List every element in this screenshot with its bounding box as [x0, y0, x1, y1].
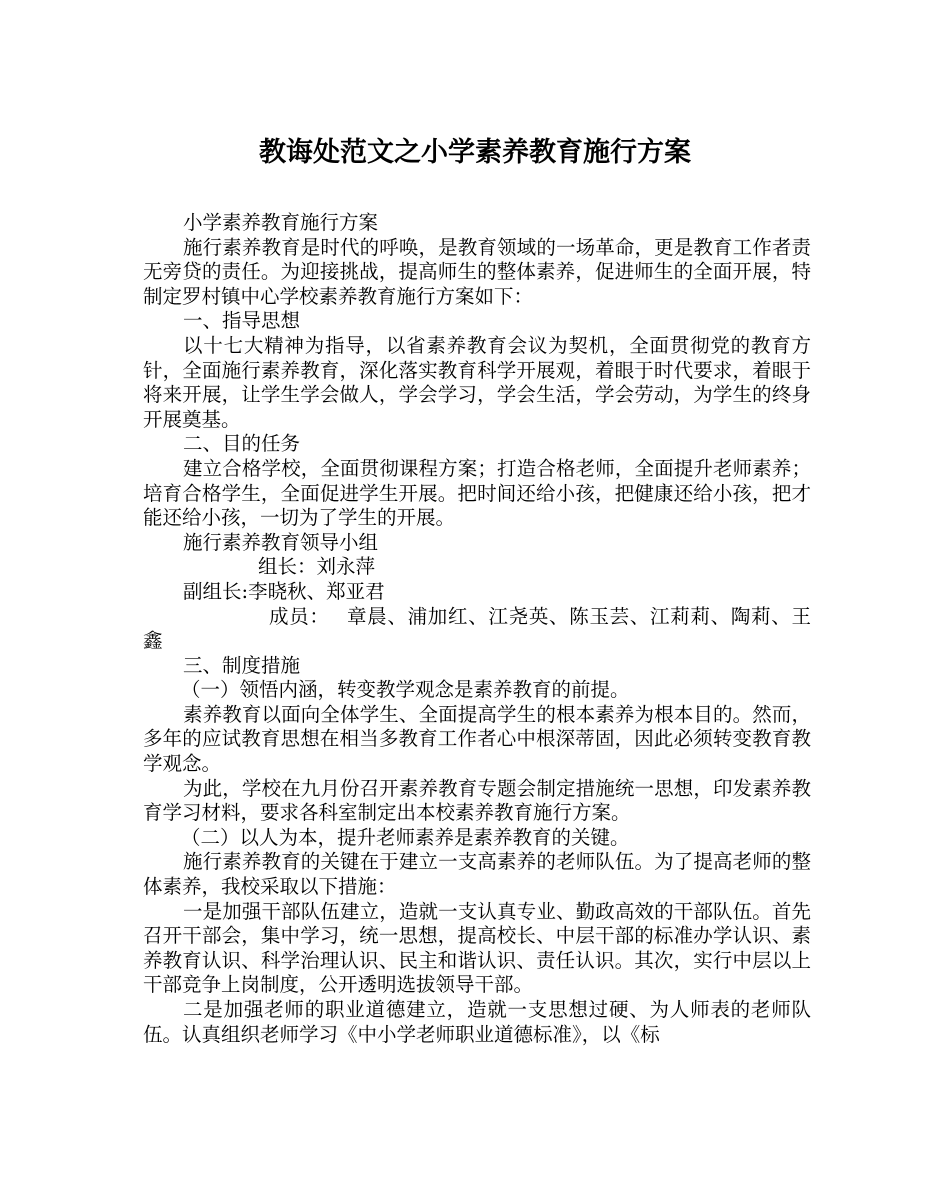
- intro-paragraph: 施行素养教育是时代的呼唤，是教育领域的一场革命，更是教育工作者责无旁贷的责任。为迎接挑战，提高师生的整体素养，促进师生的全面开展，特制定罗村镇中心学校素养教育施行方案如下：: [143, 235, 811, 308]
- section-heading-guiding-ideology: 一、指导思想: [183, 309, 301, 333]
- section-heading-measures: 三、制度措施: [183, 653, 301, 677]
- document-body: [143, 211, 811, 1047]
- measure-two-heading: （二）以人为本，提升老师素养是素养教育的关键。: [181, 825, 630, 849]
- leadership-group-heading: 施行素养教育领导小组: [183, 530, 379, 554]
- vice-leader-line: 副组长:李晓秋、郑亚君: [183, 579, 385, 603]
- section-heading-goals: 二、目的任务: [183, 432, 301, 456]
- goals-paragraph: 建立合格学校，全面贯彻课程方案；打造合格老师，全面提升老师素养；培育合格学生，全面促进学生开展。把时间还给小孩，把健康还给小孩，把才能还给小孩，一切为了学生的开展。: [143, 456, 811, 530]
- measure-one-paragraph-2: 为此，学校在九月份召开素养教育专题会制定措施统一思想，印发素养教育学习材料，要求各科室制定出本校素养教育施行方案。: [143, 776, 811, 825]
- document-title: 教诲处范文之小学素养教育施行方案: [259, 137, 691, 168]
- measure-one-heading: （一）领悟内涵，转变教学观念是素养教育的前提。: [181, 678, 630, 702]
- subtitle-paragraph: 小学素养教育施行方案: [183, 211, 379, 234]
- group-leader-line: 组长：刘永萍: [258, 555, 376, 579]
- measure-two-paragraph-2: 一是加强干部队伍建立，造就一支认真专业、勤政高效的干部队伍。首先召开干部会，集中学习，统一思想，提高校长、中层干部的标准办学认识、素养教育认识、科学治理认识、民主和谐认识、责任认识。其次，实行中层以上干部竞争上岗制度，公开透明选拔领导干部。: [143, 899, 811, 997]
- guiding-ideology-paragraph: 以十七大精神为指导，以省素养教育会议为契机，全面贯彻党的教育方针，全面施行素养教育，深化落实教育科学开展观，着眼于时代要求，着眼于将来开展，让学生学会做人，学会学习，学会生活，学会劳动，为学生的终身开展奠基。: [143, 333, 811, 431]
- measure-two-paragraph-3: 二是加强老师的职业道德建立，造就一支思想过硬、为人师表的老师队伍。认真组织老师学习《中小学老师职业道德标准》，以《标: [143, 998, 811, 1046]
- measure-one-paragraph-1: 素养教育以面向全体学生、全面提高学生的根本素养为根本目的。然而，多年的应试教育思想在相当多教育工作者心中根深蒂固，因此必须转变教育教学观念。: [143, 702, 811, 776]
- measure-two-paragraph-1: 施行素养教育的关键在于建立一支高素养的老师队伍。为了提高老师的整体素养，我校采取以下措施：: [143, 850, 811, 899]
- members-line: 成员： 章晨、浦加红、江尧英、陈玉芸、江莉莉、陶莉、王鑫: [143, 604, 811, 653]
